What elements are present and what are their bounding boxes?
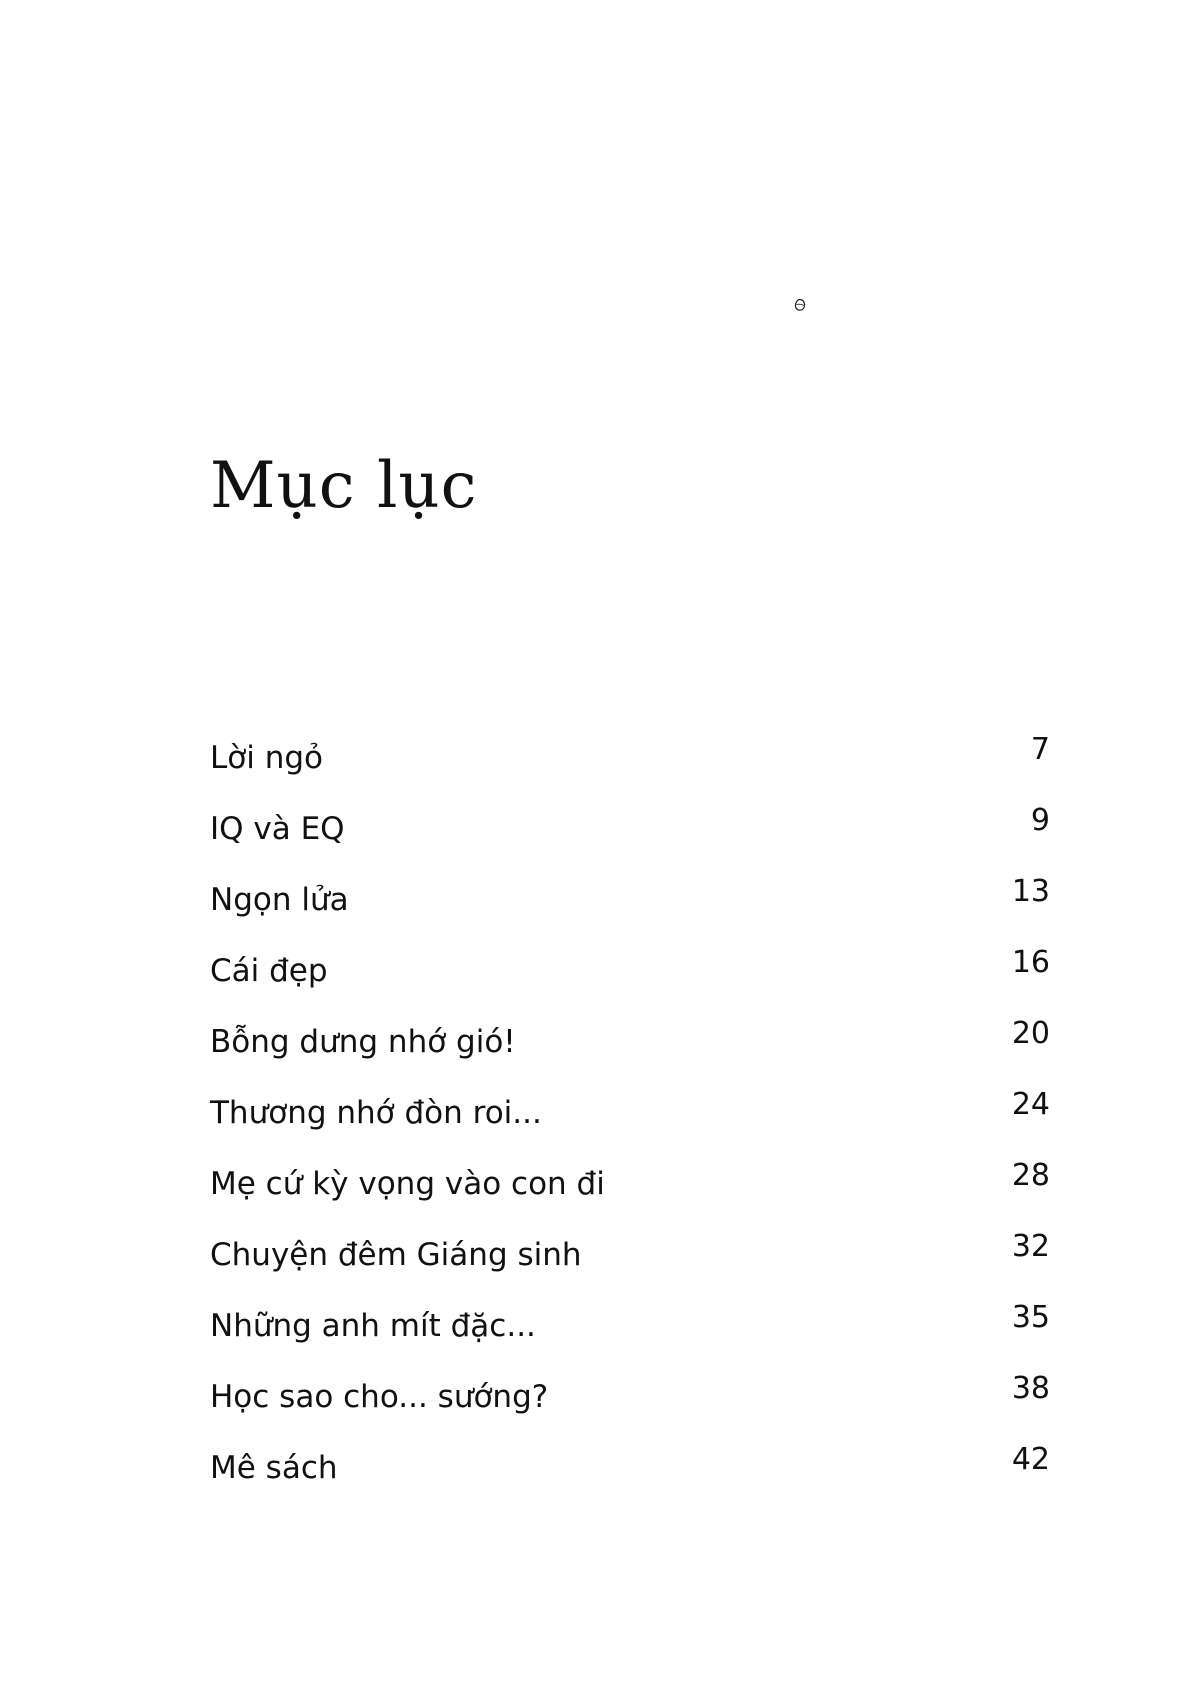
toc-entry (210, 1371, 1050, 1448)
toc-entry-title: Cái đẹp (210, 953, 328, 989)
toc-entry (210, 732, 1050, 809)
toc-entry-title: Bỗng dưng nhớ gió! (210, 1024, 516, 1060)
page-title: Mục lục (210, 449, 478, 523)
toc-entry-page-number: 7 (1030, 732, 1050, 767)
toc-entry (210, 1300, 1050, 1377)
toc-entry (210, 1016, 1050, 1093)
toc-entry-page-number: 35 (1011, 1300, 1050, 1335)
toc-entry-title: Mê sách (210, 1450, 338, 1486)
toc-entry (210, 945, 1050, 1022)
toc-entry-title: Mẹ cứ kỳ vọng vào con đi (210, 1166, 605, 1202)
toc-entry-title: IQ và EQ (210, 811, 345, 847)
toc-entry-page-number: 42 (1011, 1442, 1050, 1477)
toc-entry (210, 1158, 1050, 1235)
toc-entry-title: Chuyện đêm Giáng sinh (210, 1237, 582, 1273)
toc-entry-title: Lời ngỏ (210, 740, 323, 776)
toc-entry-page-number: 13 (1011, 874, 1050, 909)
toc-entry (210, 1229, 1050, 1306)
toc-entry-title: Những anh mít đặc... (210, 1308, 536, 1344)
toc-entry-page-number: 9 (1030, 803, 1050, 838)
toc-entry-title: Ngọn lửa (210, 882, 349, 918)
toc-entry (210, 874, 1050, 951)
table-of-contents (210, 732, 1050, 1519)
toc-entry (210, 1087, 1050, 1164)
toc-entry-page-number: 24 (1011, 1087, 1050, 1122)
toc-entry (210, 803, 1050, 880)
toc-entry-page-number: 16 (1011, 945, 1050, 980)
toc-entry-page-number: 38 (1011, 1371, 1050, 1406)
small-hand-drawn-circle-icon (794, 298, 806, 312)
toc-entry-page-number: 28 (1011, 1158, 1050, 1193)
toc-entry-title: Học sao cho... sướng? (210, 1379, 549, 1415)
toc-entry-page-number: 20 (1011, 1016, 1050, 1051)
toc-entry-title: Thương nhớ đòn roi... (210, 1095, 542, 1131)
toc-entry (210, 1442, 1050, 1519)
toc-entry-page-number: 32 (1011, 1229, 1050, 1264)
